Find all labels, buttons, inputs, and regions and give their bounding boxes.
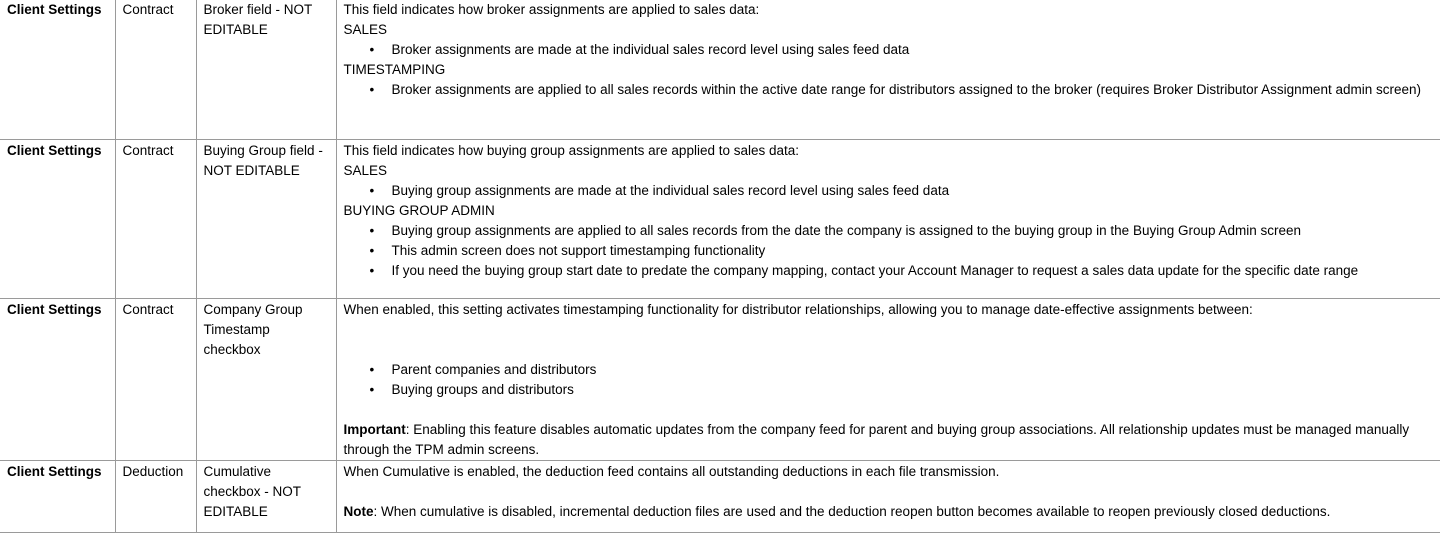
type-cell: Contract (115, 0, 196, 140)
list-item: • This admin screen does not support timestamping functionality (392, 241, 1437, 261)
field-cell: Broker field - NOT EDITABLE (196, 0, 336, 140)
list-item: • If you need the buying group start date to predate the company mapping, contact your Account Manager to request a sales data update for the specific date range (392, 261, 1437, 281)
description-intro: When enabled, this setting activates timestamping functionality for distributor relationships, allowing you to manage date-effective assignments between: (343, 302, 1253, 317)
description-cell (336, 461, 1440, 533)
field-cell: Company Group Timestamp checkbox (196, 299, 336, 461)
list-item: • Broker assignments are applied to all sales records within the active date range for distributors assigned to the broker (requires Broker Distributor Assignment admin screen) (392, 80, 1437, 100)
list-item: • Buying group assignments are made at the individual sales record level using sales feed data (392, 181, 1437, 201)
important-note (344, 420, 1437, 460)
option-heading: TIMESTAMPING (343, 62, 446, 77)
field-cell: Cumulative checkbox - NOT EDITABLE (196, 461, 336, 533)
description-cell (336, 299, 1440, 461)
category-cell: Client Settings (0, 461, 115, 533)
category-cell: Client Settings (0, 0, 115, 140)
category-cell: Client Settings (0, 140, 115, 299)
note-text: : When cumulative is disabled, incremental deduction files are used and the deduction reopen button becomes available to reopen previously closed deductions. (373, 504, 1331, 519)
table-row (0, 140, 1440, 299)
list-item: • Buying group assignments are applied to all sales records from the date the company is assigned to the buying group in the Buying Group Admin screen (392, 221, 1437, 241)
bullet-list (344, 40, 1437, 60)
spacer (344, 400, 1437, 420)
field-cell: Buying Group field - NOT EDITABLE (196, 140, 336, 299)
bullet-list (344, 80, 1437, 100)
bullet-list (344, 221, 1437, 281)
list-item: • Buying groups and distributors (392, 380, 1437, 400)
spacer (344, 320, 1437, 360)
description-intro: This field indicates how buying group assignments are applied to sales data: (343, 143, 800, 158)
category-cell: Client Settings (0, 299, 115, 461)
type-cell: Deduction (115, 461, 196, 533)
note-label: Note (343, 504, 374, 519)
description-cell (336, 0, 1440, 140)
table-row (0, 0, 1440, 140)
type-cell: Contract (115, 140, 196, 299)
type-cell: Contract (115, 299, 196, 461)
option-heading: SALES (343, 22, 388, 37)
spacer (344, 482, 1437, 502)
bullet-list (344, 360, 1437, 400)
table-row (0, 461, 1440, 533)
option-heading: SALES (343, 163, 388, 178)
list-item: • Parent companies and distributors (392, 360, 1437, 380)
bullet-list (344, 181, 1437, 201)
list-item: • Broker assignments are made at the individual sales record level using sales feed data (392, 40, 1437, 60)
option-heading: BUYING GROUP ADMIN (343, 203, 495, 218)
description-cell (336, 140, 1440, 299)
table-row (0, 299, 1440, 461)
description-intro: This field indicates how broker assignments are applied to sales data: (343, 2, 760, 17)
note (344, 502, 1437, 522)
description-intro: When Cumulative is enabled, the deduction feed contains all outstanding deductions in each file transmission. (343, 464, 1000, 479)
important-label: Important (343, 422, 406, 437)
important-text: : Enabling this feature disables automatic updates from the company feed for parent and buying group associations. All relationship updates must be managed manually through the TPM admin screens. (343, 422, 1410, 457)
